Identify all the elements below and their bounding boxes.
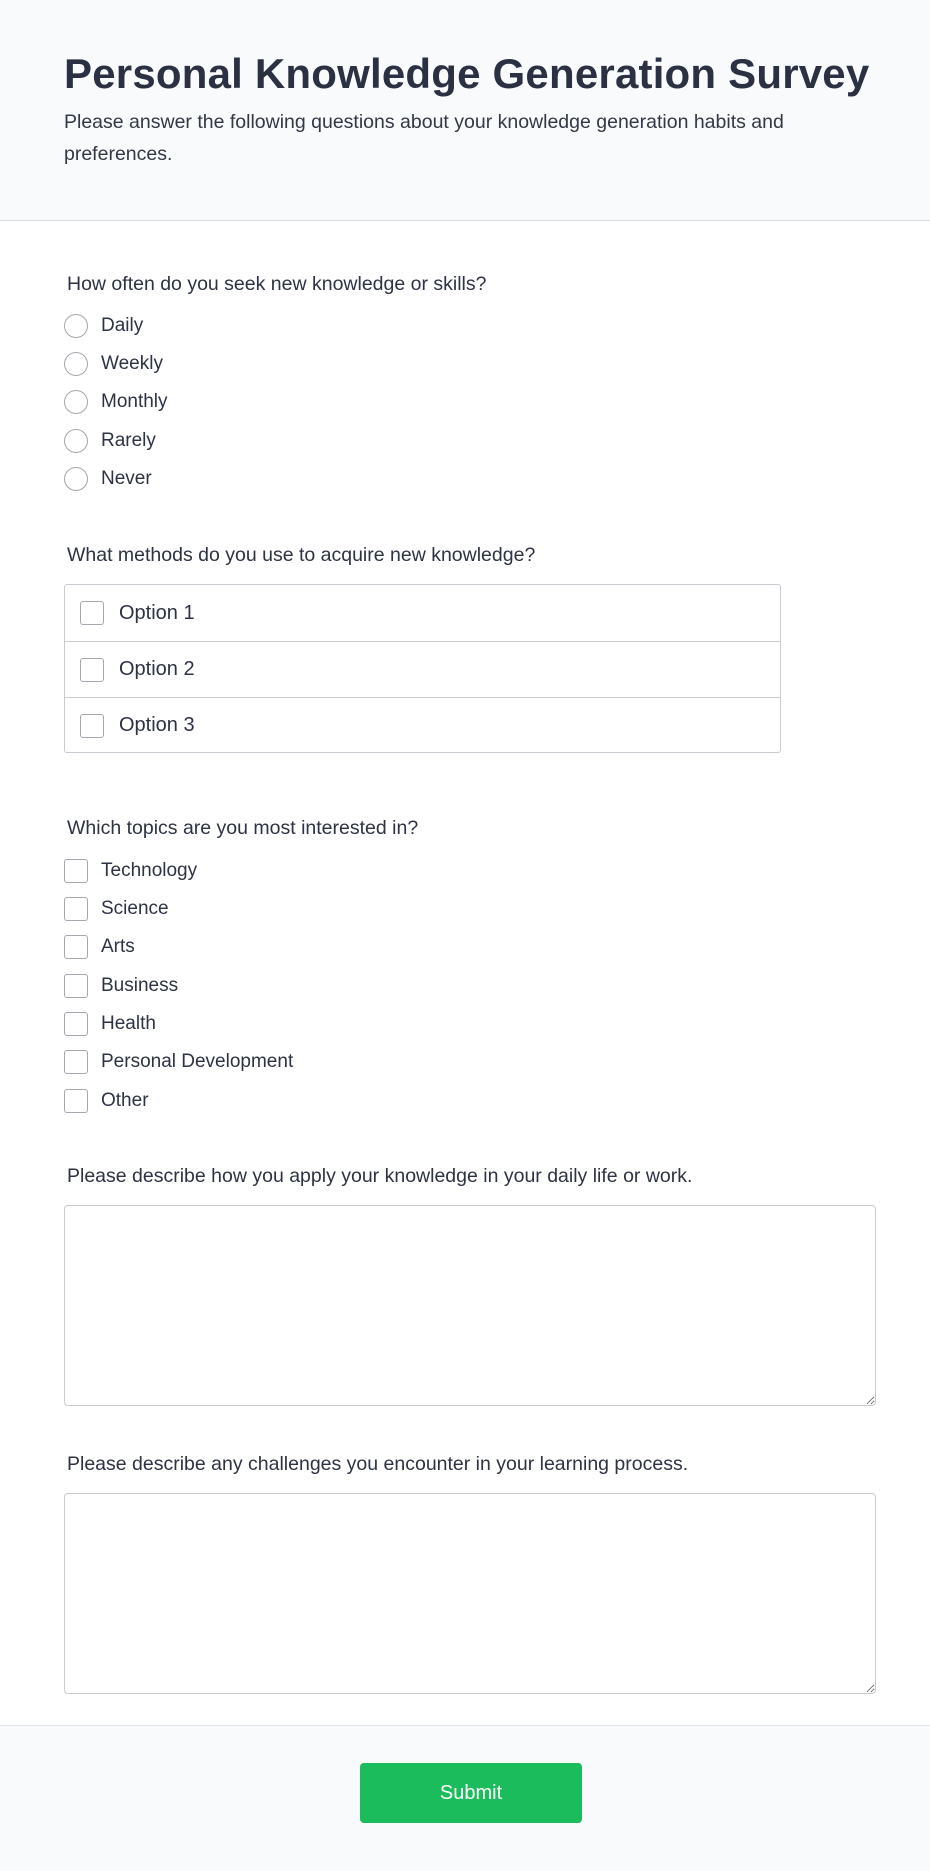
checkbox[interactable] xyxy=(64,859,88,883)
radio-option-monthly[interactable] xyxy=(64,388,168,416)
checkbox[interactable] xyxy=(64,897,88,921)
radio-label: Rarely xyxy=(101,430,156,451)
radio-label: Weekly xyxy=(101,353,163,374)
checkbox[interactable] xyxy=(64,1089,88,1113)
checkbox-label: Option 1 xyxy=(119,601,195,624)
checkbox-label: Arts xyxy=(101,936,135,957)
radio-option-never[interactable] xyxy=(64,465,152,493)
checkbox-option-technology[interactable] xyxy=(64,857,197,885)
methods-checkbox-list xyxy=(64,584,781,753)
radio-button[interactable] xyxy=(64,352,88,376)
radio-button[interactable] xyxy=(64,390,88,414)
checkbox-option-science[interactable] xyxy=(64,895,169,923)
radio-option-rarely[interactable] xyxy=(64,427,156,455)
radio-option-daily[interactable] xyxy=(64,312,143,340)
list-item[interactable] xyxy=(65,585,780,641)
checkbox-label: Technology xyxy=(101,860,198,881)
checkbox[interactable] xyxy=(64,1012,88,1036)
list-item[interactable] xyxy=(65,697,780,753)
checkbox-label: Option 3 xyxy=(119,714,195,736)
checkbox-label: Health xyxy=(101,1013,156,1034)
checkbox[interactable] xyxy=(80,658,104,682)
radio-label: Never xyxy=(101,468,152,489)
radio-option-weekly[interactable] xyxy=(64,350,163,378)
checkbox-label: Science xyxy=(101,898,169,919)
checkbox[interactable] xyxy=(80,601,104,625)
list-item[interactable] xyxy=(65,641,780,697)
apply-knowledge-textarea[interactable] xyxy=(64,1205,876,1406)
radio-button[interactable] xyxy=(64,429,88,453)
radio-label: Daily xyxy=(101,315,144,336)
checkbox-label: Option 2 xyxy=(119,658,195,680)
page-subtitle: Please answer the following questions about your knowledge generation habits and preferences. xyxy=(64,111,784,165)
page-title: Personal Knowledge Generation Survey xyxy=(64,50,870,97)
checkbox-option-arts[interactable] xyxy=(64,933,135,961)
checkbox[interactable] xyxy=(80,714,104,738)
question-methods-label: What methods do you use to acquire new knowledge? xyxy=(67,544,536,566)
checkbox-label: Business xyxy=(101,975,179,996)
challenges-textarea[interactable] xyxy=(64,1493,876,1694)
checkbox-option-business[interactable] xyxy=(64,972,178,1000)
radio-button[interactable] xyxy=(64,314,88,338)
checkbox[interactable] xyxy=(64,1050,88,1074)
checkbox-label: Personal Development xyxy=(101,1051,294,1072)
radio-button[interactable] xyxy=(64,467,88,491)
question-apply-knowledge-label: Please describe how you apply your knowledge in your daily life or work. xyxy=(67,1165,693,1187)
radio-label: Monthly xyxy=(101,391,168,412)
checkbox-option-other[interactable] xyxy=(64,1087,149,1115)
submit-button[interactable]: Submit xyxy=(360,1763,582,1823)
checkbox-option-personal-development[interactable] xyxy=(64,1048,293,1076)
question-challenges-label: Please describe any challenges you encounter in your learning process. xyxy=(67,1453,689,1475)
checkbox[interactable] xyxy=(64,974,88,998)
checkbox-option-health[interactable] xyxy=(64,1010,156,1038)
question-topics-label: Which topics are you most interested in? xyxy=(67,817,419,839)
survey-header xyxy=(0,0,930,221)
checkbox-label: Other xyxy=(101,1090,149,1111)
question-frequency-label: How often do you seek new knowledge or skills? xyxy=(67,273,487,295)
checkbox[interactable] xyxy=(64,935,88,959)
